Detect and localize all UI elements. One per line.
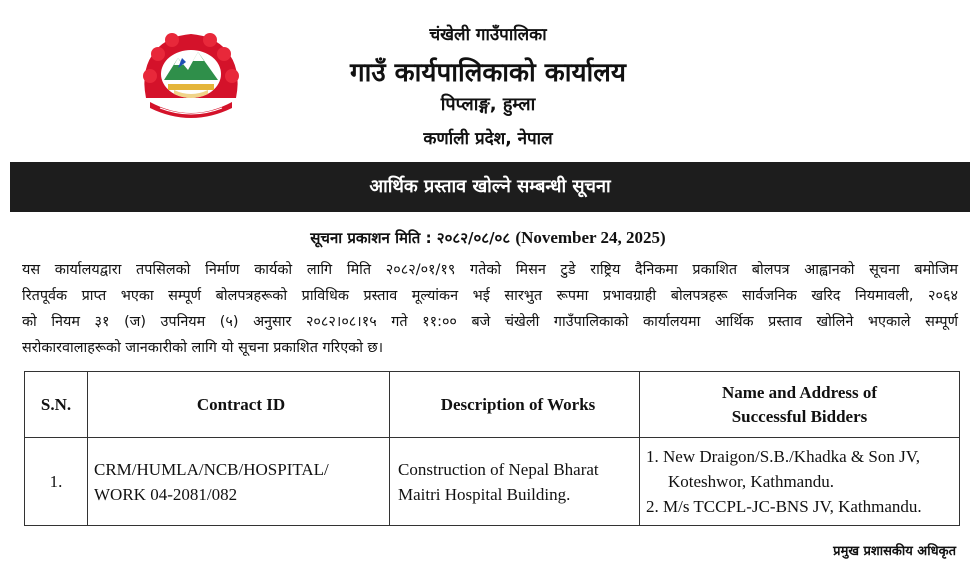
- body-line: सरोकारवालाहरूको जानकारीको लागि यो सूचना प्रकाशित गरिएको छ।: [22, 340, 384, 356]
- publication-date: [0, 228, 976, 248]
- cell-contract-id: [88, 438, 390, 526]
- header-description: Description of Works: [390, 372, 640, 438]
- contract-id-line: CRM/HUMLA/NCB/HOSPITAL/: [94, 459, 329, 479]
- body-line: यस कार्यालयद्वारा तपसिलको निर्माण कार्यको लागि मिति २०८२/०१/१९ गतेको मिसन टुडे राष्ट्रिय दैनिकमा प्रकाशित बोलपत्र आह्वानको सूचना बमोजिम: [22, 262, 958, 278]
- office-location: पिप्लाङ्ग, हुम्ला: [440, 94, 536, 115]
- table-row: [25, 438, 960, 526]
- cell-description: [390, 438, 640, 526]
- header-bidders-line: Successful Bidders: [731, 406, 868, 426]
- bidders-table: [24, 371, 960, 526]
- header-sn: S.N.: [25, 372, 88, 438]
- cell-bidders: [640, 438, 960, 526]
- cell-sn: 1.: [25, 438, 88, 526]
- header-bidders-line: Name and Address of: [721, 382, 878, 402]
- description-line: Construction of Nepal Bharat: [398, 459, 599, 479]
- body-line: रितपूर्वक प्राप्त भएका सम्पूर्ण बोलपत्रहरूको प्राविधिक प्रस्ताव मूल्यांकन भई सारभुत रूपमा प्रभावग्राही बोलपत्रहरू सार्वजनिक खरिद नियमावली, २०६४: [22, 288, 958, 304]
- province-name: कर्णाली प्रदेश, नेपाल: [423, 129, 553, 149]
- table-header-row: [25, 372, 960, 438]
- signatory-title: प्रमुख प्रशासकीय अधिकृत: [833, 544, 956, 559]
- publication-date-label: सूचना प्रकाशन मिति : २०८२/०८/०८: [310, 229, 511, 247]
- notice-title: आर्थिक प्रस्ताव खोल्ने सम्बन्धी सूचना: [369, 176, 611, 197]
- notice-title-bar: [10, 162, 970, 212]
- notice-body: [22, 257, 958, 361]
- publication-date-english: (November 24, 2025): [515, 228, 666, 247]
- bidder-line: Koteshwor, Kathmandu.: [668, 472, 834, 491]
- bidder-line: 1. New Draigon/S.B./Khadka & Son JV,: [646, 447, 921, 466]
- bidder-line: 2. M/s TCCPL-JC-BNS JV, Kathmandu.: [646, 497, 922, 516]
- body-line: को नियम ३१ (ज) उपनियम (५) अनुसार २०८२।०८।१५ गते ११:०० बजे चंखेली गाउँपालिकाको कार्यालयमा आर्थिक प्रस्ताव खोलिने भएकाले सम्पूर्ण: [22, 314, 958, 330]
- header-bidders: [640, 372, 960, 438]
- description-line: Maitri Hospital Building.: [398, 484, 571, 504]
- header-contract-id: Contract ID: [88, 372, 390, 438]
- contract-id-line: WORK 04-2081/082: [94, 484, 238, 504]
- office-name: गाउँ कार्यपालिकाको कार्यालय: [350, 58, 626, 88]
- municipality-name: चंखेली गाउँपालिका: [429, 25, 547, 45]
